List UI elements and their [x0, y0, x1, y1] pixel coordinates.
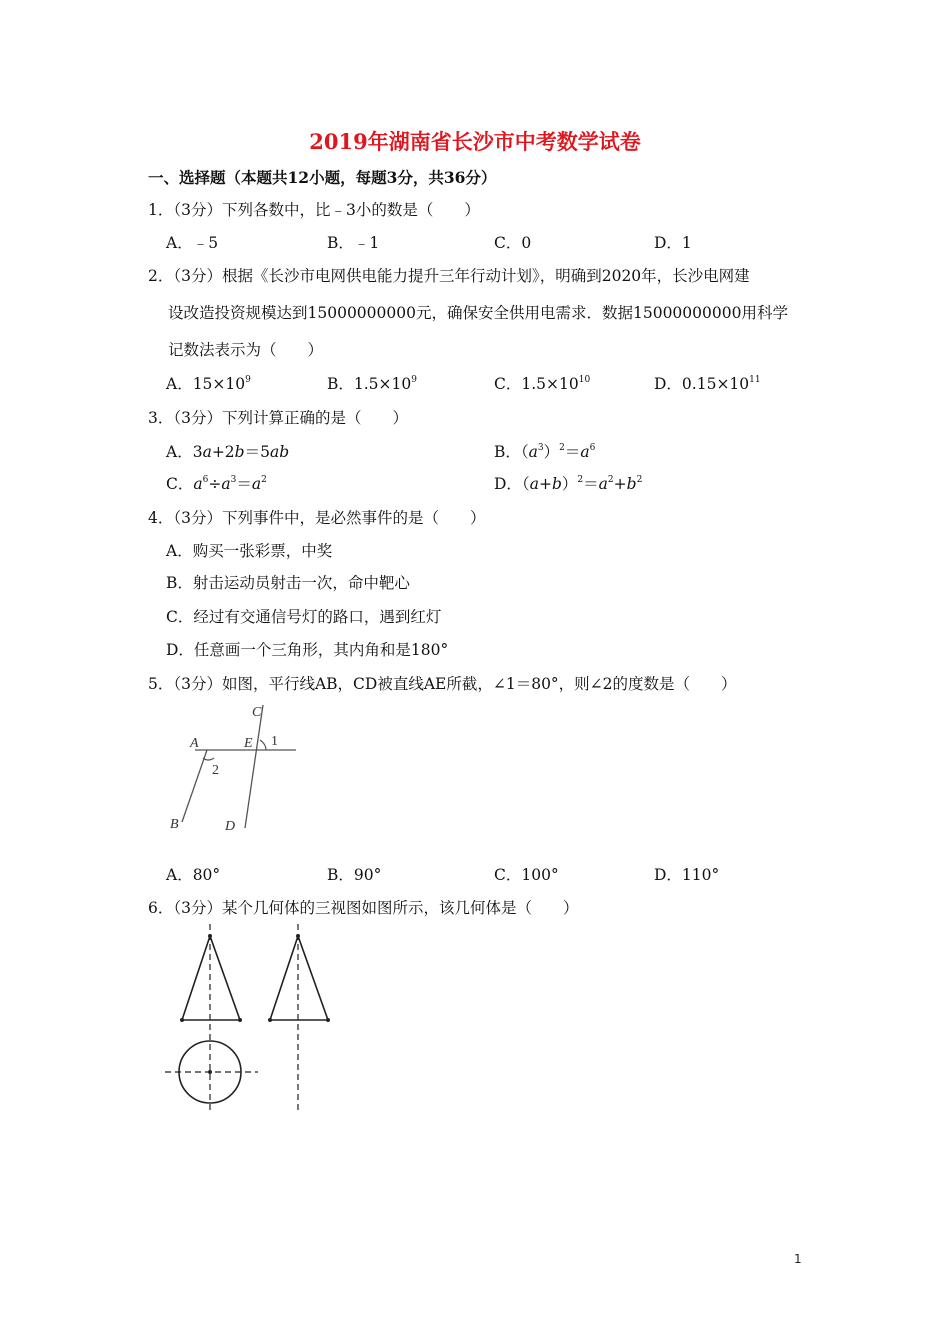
parallel-lines-figure: [160, 700, 310, 840]
q4-option-a: A．购买一张彩票，中奖: [166, 542, 333, 560]
label-a: A: [190, 736, 199, 751]
angle-1-arc: [260, 740, 266, 750]
q2-option-b: B．$1.5\times 10^9$: [327, 375, 417, 393]
q5-option-b: B．90°: [327, 866, 382, 884]
q2-option-d: D．$0.15\times 10^{11}$: [654, 375, 761, 393]
question-4-stem: 4．（3分）下列事件中，是必然事件的是（ ）: [148, 509, 486, 527]
question-2-stem-line-3: 记数法表示为（ ）: [168, 341, 324, 359]
label-angle-1: 1: [271, 734, 278, 749]
label-e: E: [244, 736, 253, 751]
q5-option-d: D．110°: [654, 866, 720, 884]
three-view-figure: [160, 922, 340, 1114]
label-b: B: [170, 817, 179, 832]
label-angle-2: 2: [212, 763, 219, 778]
question-5-stem: 5．（3分）如图，平行线AB，CD被直线AE所截，∠1＝80°，则∠2的度数是（ ）: [148, 675, 737, 693]
q3-option-b: B．$(a^3)^2=a^6$: [494, 443, 596, 461]
q3-option-a: A．3a+2b＝5ab: [166, 443, 290, 461]
q1-option-c: C．0: [494, 234, 532, 252]
exam-title: 2019年湖南省长沙市中考数学试卷: [309, 129, 641, 154]
label-c: C: [252, 705, 262, 720]
q5-option-a: A．80°: [166, 866, 221, 884]
label-d: D: [225, 819, 236, 834]
page-number: 1: [794, 1252, 802, 1266]
q4-option-b: B．射击运动员射击一次，命中靶心: [166, 574, 410, 592]
section-heading: 一、选择题（本题共12小题，每题3分，共36分）: [148, 168, 497, 187]
q1-option-b: B．﹣1: [327, 234, 380, 252]
question-2-stem-line-1: 2．（3分）根据《长沙市电网供电能力提升三年行动计划》，明确到2020年，长沙电网建: [148, 267, 750, 285]
question-1-stem: 1．（3分）下列各数中，比﹣3小的数是（ ）: [148, 201, 480, 219]
q3-option-c: C．$a^6\div a^3=a^2$: [166, 475, 267, 493]
side-view-triangle: [270, 936, 328, 1020]
question-6-stem: 6．（3分）某个几何体的三视图如图所示，该几何体是（ ）: [148, 899, 579, 917]
q1-option-d: D．1: [654, 234, 692, 252]
question-3-stem: 3．（3分）下列计算正确的是（ ）: [148, 409, 408, 427]
q5-option-c: C．100°: [494, 866, 559, 884]
q2-option-a: A．$15\times 10^9$: [166, 375, 251, 393]
line-cd: [245, 705, 263, 828]
q3-option-d: D．$(a+b)^2=a^2+b^2$: [494, 475, 643, 493]
q2-option-c: C．$1.5\times 10^{10}$: [494, 375, 591, 393]
q4-option-d: D．任意画一个三角形，其内角和是180°: [166, 641, 449, 659]
question-2-stem-line-2: 设改造投资规模达到15000000000元，确保安全供用电需求．数据15000000000用科学: [168, 304, 788, 322]
q1-option-a: A．﹣5: [166, 234, 219, 252]
q4-option-c: C．经过有交通信号灯的路口，遇到红灯: [166, 608, 442, 626]
line-ab: [182, 750, 207, 822]
front-view-triangle: [182, 936, 240, 1020]
